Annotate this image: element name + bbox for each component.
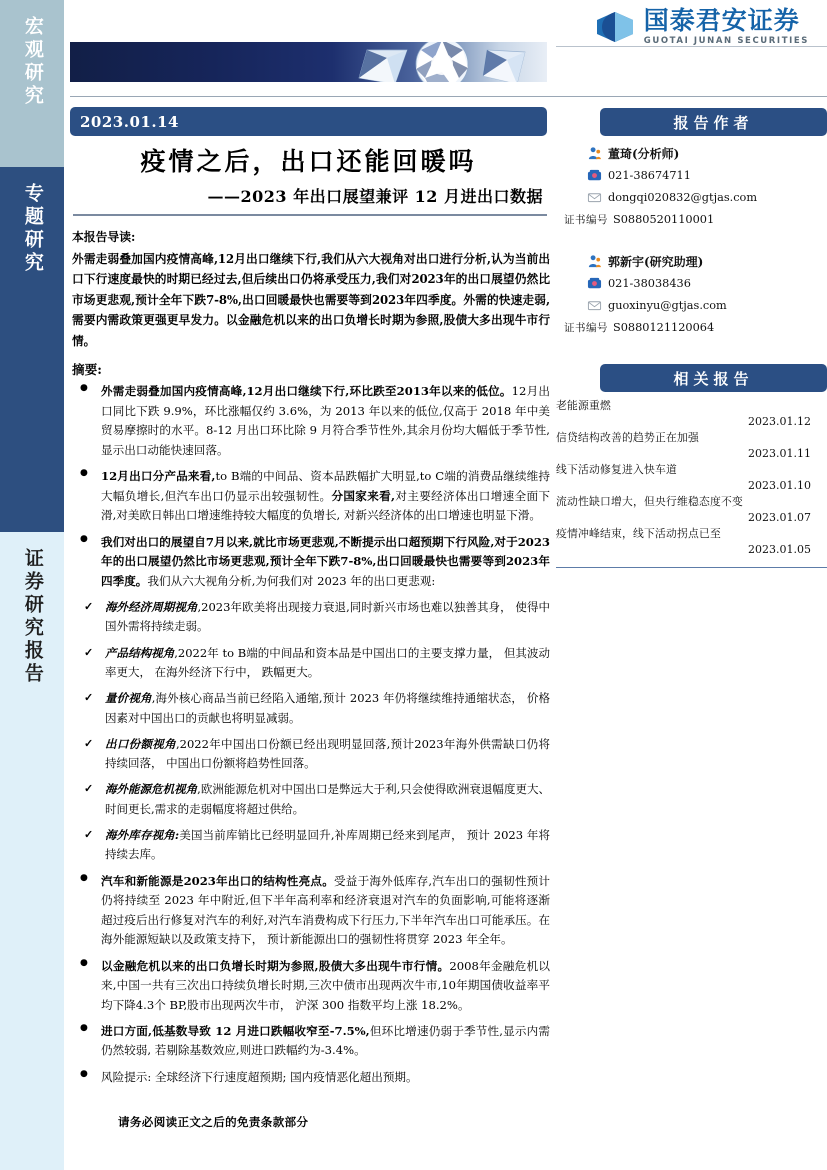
- author-2-cert: S0880121120064: [613, 320, 715, 334]
- check-4-text: ,2022年中国出口份额已经出现明显回落,预计2023年海外供需缺口仍将持续回落， 中国出口份额将趋势性回落。: [105, 736, 550, 771]
- sidebar-band-topic-research: [0, 167, 64, 532]
- bullet-2-text-2: 对主要经济体出口增速全面下滑,对美欧日韩出口增速维持较大幅度的负增长, 对新兴经济体的出口增速也明显下滑。: [101, 488, 550, 523]
- title-divider: [73, 214, 547, 216]
- check-6-text: 美国当前库销比已经明显回升,补库周期已经来到尾声， 预计 2023 年将持续去库。: [105, 828, 550, 862]
- author-1-name-row: [556, 142, 827, 164]
- check-item-2: [72, 644, 550, 683]
- bullet-3-bold: 我们对出口的展望自7月以来,就比市场更悲观,不断提示出口超预期下行风险,对于2023年的出口展望仍然比市场更悲观,预计全年下跌7-8%,出口回暖最快也需要等到2023年四季度。: [101, 534, 550, 588]
- related-report-item[interactable]: [556, 462, 827, 493]
- bullet-5-text: 2008年金融危机以来,中国一共有三次出口持续负增长时期,三次中债市出现两次牛市,10年期国债收益率平均下降4.3个 BP,股市出现两次牛市， 沪深 300 指数平均上涨 18.2%。: [101, 958, 550, 1012]
- bullet-2-bold-2: 分国家来看,: [331, 488, 396, 503]
- report-date-badge: [70, 107, 547, 136]
- related-report-date: 2023.01.11: [748, 446, 811, 460]
- author-2-name: 郭新宇(研究助理): [608, 254, 704, 269]
- bullet-3-text: 我们从六大视角分析,为何我们对 2023 年的出口更悲观:: [147, 573, 436, 588]
- related-report-title: 疫情冲峰结束，线下活动拐点已至: [556, 527, 721, 541]
- author-2-cert-label: 证书编号: [564, 321, 608, 334]
- related-report-item[interactable]: [556, 430, 827, 461]
- author-1-cert-label: 证书编号: [564, 213, 608, 226]
- left-sidebar: [0, 0, 64, 1170]
- related-report-item[interactable]: [556, 494, 827, 525]
- summary-bullet-4: [72, 872, 550, 950]
- bullet-2-bold: 12月出口分产品来看,: [101, 469, 216, 484]
- sidebar-band-report-label: 证券研究报告: [21, 548, 44, 686]
- summary-bullet-1: [72, 382, 550, 460]
- summary-bullet-risk: [72, 1068, 550, 1087]
- author-2-email[interactable]: guoxinyu@gtjas.com: [608, 298, 727, 312]
- related-report-title: 老能源重燃: [556, 399, 611, 412]
- author-block-1: [556, 142, 827, 230]
- author-2-phone[interactable]: 021-38038436: [608, 276, 691, 290]
- check-item-5: [72, 780, 550, 819]
- check-3-bold: 量价视角: [105, 691, 152, 706]
- lead-heading: 本报告导读:: [72, 230, 136, 244]
- author-2-name-row: [556, 250, 827, 272]
- check-5-bold: 海外能源危机视角: [105, 782, 198, 797]
- envelope-icon: [556, 190, 608, 205]
- related-report-date: 2023.01.07: [748, 510, 811, 524]
- summary-heading: 摘要:: [72, 361, 102, 377]
- author-1-phone-row: [556, 164, 827, 186]
- disclaimer-note: 请务必阅读正文之后的免责条款部分: [118, 1115, 309, 1129]
- check-4-bold: 出口份额视角: [105, 736, 176, 751]
- check-item-1: [72, 598, 550, 637]
- envelope-icon: [556, 298, 608, 313]
- check-item-3: [72, 689, 550, 728]
- author-1-name: 董琦(分析师): [608, 146, 680, 161]
- related-report-title: 信贷结构改善的趋势正在加强: [556, 431, 699, 445]
- bullet-6-text: 但环比增速仍弱于季节性,显示内需仍然较弱, 若剔除基数效应,则进口跌幅约为-3.4%。: [101, 1024, 551, 1058]
- phone-icon: [556, 276, 608, 291]
- author-block-2: [556, 250, 827, 338]
- report-body: [72, 228, 550, 1094]
- decorative-gem-banner: [70, 42, 547, 82]
- check-6-bold: 海外库存视角:: [105, 828, 180, 843]
- bullet-6-bold: 进口方面,低基数导致 12 月进口跌幅收窄至-7.5%,: [101, 1024, 370, 1039]
- author-1-phone[interactable]: 021-38674711: [608, 168, 691, 182]
- report-date: 2023.01.14: [80, 112, 179, 131]
- brand-name-en: GUOTAI JUNAN SECURITIES: [643, 36, 809, 46]
- bullet-4-text: 受益于海外低库存,汽车出口的强韧性预计仍将持续至 2023 年中附近,但下半年高利率和经济衰退对汽车的负面影响,可能将逐渐超过疫后出行修复对汽车的利好,对汽车消费构成下行压力,下半年汽车出口可能承压。在海外能源短缺以及政策支持下， 预计新能源出口的强韧性将贯穿 2023 年全年。: [101, 873, 550, 947]
- sidebar-band-topic-label: 专题研究: [21, 183, 44, 275]
- check-5-text: ,欧洲能源危机对中国出口是弊远大于利,只会使得欧洲衰退幅度更大、时间更长,需求的走弱幅度将超过供给。: [105, 782, 550, 816]
- related-panel-title: 相关报告: [600, 364, 827, 392]
- check-1-text: ,2023年欧美将出现接力衰退,同时新兴市场也难以独善其身， 使得中国外需将持续走弱。: [105, 599, 551, 634]
- related-panel-divider: [556, 567, 827, 568]
- related-report-item[interactable]: [556, 526, 827, 557]
- sidebar-band-securities-report: [0, 532, 64, 1170]
- summary-bullet-2: [72, 467, 550, 525]
- bullet-2-text: to B端的中间品、资本品跌幅扩大明显,to C端的消费品继续维持大幅负增长,但汽车出口仍显示出较强韧性。: [101, 469, 550, 503]
- brand-logo: [594, 8, 809, 46]
- bullet-4-bold: 汽车和新能源是2023年出口的结构性亮点。: [101, 873, 334, 888]
- author-1-email[interactable]: dongqi020832@gtjas.com: [608, 190, 758, 204]
- diamond-graphic-icon: [337, 42, 547, 82]
- lead-paragraph: 外需走弱叠加国内疫情高峰,12月出口继续下行,我们从六大视角对出口进行分析,认为当前出口下行速度最快的时期已经过去,但后续出口仍将承受压力,我们对2023年的出口展望仍然比市场更悲观,预计全年下跌7-8%,出口回暖最快也需要等到2023年四季度。外需的快速走弱,需要内需政策更强更早发力。以金融危机以来的出口负增长时期为参照,股债大多出现牛市行情。: [72, 252, 550, 348]
- sidebar-band-macro-label: 宏观研究: [21, 16, 44, 108]
- author-2-phone-row: [556, 272, 827, 294]
- check-2-text: ,2022年 to B端的中间品和资本品是中国出口的主要支撑力量， 但其波动率更大， 在海外经济下行中， 跌幅更大。: [105, 645, 550, 679]
- right-panel: [556, 108, 827, 568]
- bullet-1-bold: 外需走弱叠加国内疫情高峰,12月出口继续下行,环比跌至2013年以来的低位。: [101, 384, 512, 399]
- check-1-bold: 海外经济周期视角: [105, 599, 198, 614]
- related-report-date: 2023.01.10: [748, 478, 811, 492]
- check-3-text: ,海外核心商品当前已经陷入通缩,预计 2023 年仍将继续维持通缩状态， 价格因素对中国出口的贡献也将明显减弱。: [105, 691, 551, 725]
- summary-bullet-3: [72, 533, 550, 591]
- guotai-junan-logo-icon: [594, 10, 636, 44]
- author-1-cert-row: [556, 208, 827, 230]
- check-item-4: [72, 735, 550, 774]
- person-icon: [556, 254, 608, 269]
- summary-bullet-5: [72, 957, 550, 1015]
- brand-name-cn: 国泰君安证券: [643, 6, 800, 35]
- summary-bullet-list-tail: [72, 872, 550, 1088]
- author-1-cert: S0880520110001: [613, 212, 715, 226]
- author-2-email-row: [556, 294, 827, 316]
- report-title: 疫情之后，出口还能回暖吗: [140, 147, 477, 176]
- related-report-date: 2023.01.05: [748, 542, 811, 556]
- phone-icon: [556, 168, 608, 183]
- report-subtitle: ——2023 年出口展望兼评 12 月进出口数据: [207, 187, 543, 206]
- related-reports-list: [556, 398, 827, 557]
- check-item-6: [72, 826, 550, 865]
- summary-bullet-list: [72, 382, 550, 591]
- bullet-risk-text: 风险提示: 全球经济下行速度超预期; 国内疫情恶化超出预期。: [101, 1069, 418, 1084]
- person-icon: [556, 146, 608, 161]
- header-divider: [70, 96, 827, 97]
- sidebar-band-macro-research: [0, 0, 64, 167]
- perspective-check-list: [72, 598, 550, 865]
- summary-bullet-6: [72, 1022, 550, 1061]
- related-report-title: 流动性缺口增大，但央行维稳态度不变: [556, 495, 743, 509]
- author-1-email-row: [556, 186, 827, 208]
- related-report-title: 线下活动修复进入快车道: [556, 463, 677, 477]
- logo-divider: [556, 46, 827, 47]
- authors-panel-title: 报告作者: [600, 108, 827, 136]
- bullet-5-bold: 以金融危机以来的出口负增长时期为参照,股债大多出现牛市行情。: [101, 958, 450, 973]
- related-report-date: 2023.01.12: [748, 414, 811, 428]
- author-2-cert-row: [556, 316, 827, 338]
- bullet-1-text: 12月出口同比下跌 9.9%，环比涨幅仅约 3.6%，为 2013 年以来的低位,仅高于 2018 年中美贸易摩擦时的水平。8-12 月出口环比除 9 月符合季节性外,其余月份均大幅低于季节性,显示出口动能快速回落。: [101, 384, 550, 457]
- related-report-item[interactable]: [556, 398, 827, 429]
- check-2-bold: 产品结构视角: [105, 645, 175, 660]
